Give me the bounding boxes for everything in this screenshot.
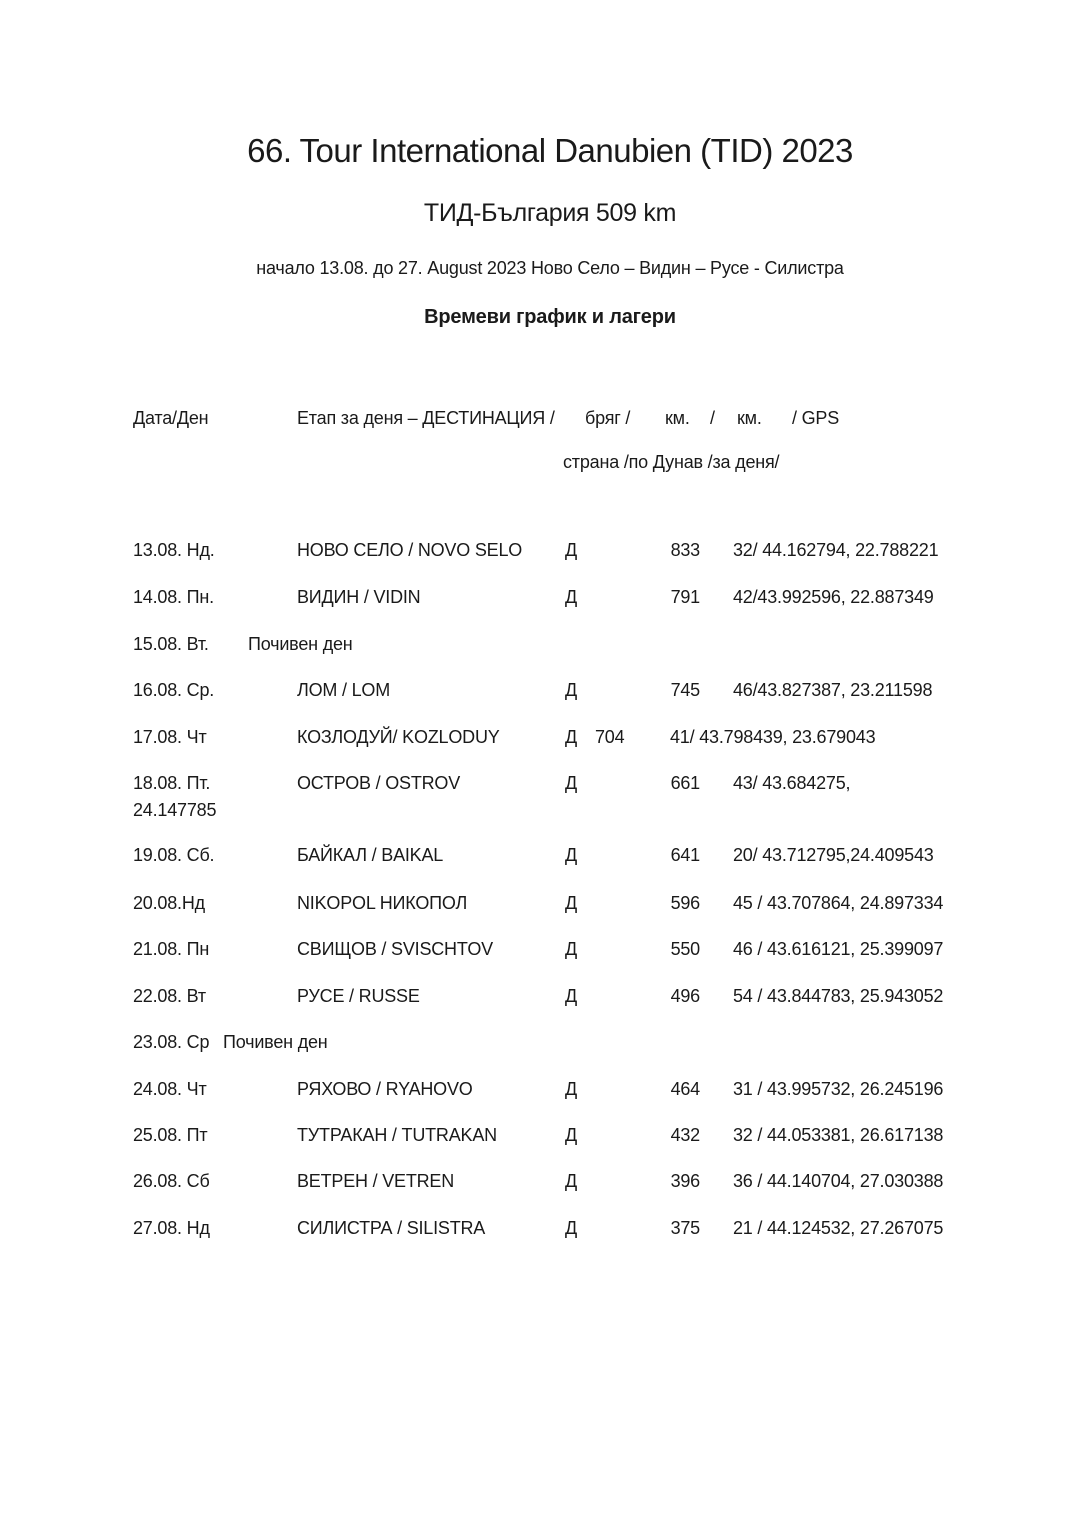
row-km-danube: 833 <box>670 540 700 560</box>
row-destination: РУСЕ / RUSSE <box>297 986 420 1006</box>
row-destination: ЛОМ / LOM <box>297 680 391 700</box>
row-date: 22.08. Вт <box>133 986 206 1006</box>
row-bank-side: Д <box>565 680 577 700</box>
row-bank-side: Д <box>565 587 577 607</box>
table-row-continuation <box>0 800 1080 826</box>
row-destination: НОВО СЕЛО / NOVO SELO <box>297 540 523 560</box>
row-destination: ТУТРАКАН / TUTRAKAN <box>297 1125 497 1145</box>
header-km-danube: км. <box>665 408 690 428</box>
row-km-danube: 661 <box>670 773 700 793</box>
table-row <box>0 540 1080 566</box>
table-row <box>0 939 1080 965</box>
row-km-danube: 641 <box>670 845 700 865</box>
row-date: 23.08. Ср <box>133 1032 210 1052</box>
table-row <box>0 1171 1080 1197</box>
row-gps-wrap: 24.147785 <box>133 800 217 820</box>
row-km-danube: 550 <box>670 939 700 959</box>
row-kmday-gps: 32 / 44.053381, 26.617138 <box>733 1125 944 1145</box>
row-km-danube: 464 <box>670 1079 700 1099</box>
table-subheader-row <box>0 452 1080 478</box>
table-row-rest-day <box>0 634 1080 660</box>
row-bank-side: Д <box>565 939 577 959</box>
row-date: 25.08. Пт <box>133 1125 208 1145</box>
table-row <box>0 1125 1080 1151</box>
row-kmday-gps: 43/ 43.684275, <box>733 773 851 793</box>
row-km-danube: 745 <box>670 680 700 700</box>
row-date: 21.08. Пн <box>133 939 210 959</box>
header-date: Дата/Ден <box>133 408 209 428</box>
header-stage: Етап за деня – ДЕСТИНАЦИЯ / <box>297 408 555 428</box>
row-date: 27.08. Нд <box>133 1218 210 1238</box>
row-kmday-gps: 46/43.827387, 23.211598 <box>733 680 933 700</box>
table-row <box>0 845 1080 871</box>
row-km-danube: 396 <box>670 1171 700 1191</box>
row-kmday-gps: 20/ 43.712795,24.409543 <box>733 845 934 865</box>
row-kmday-gps: 41/ 43.798439, 23.679043 <box>670 727 876 747</box>
row-destination: СИЛИСТРА / SILISTRA <box>297 1218 486 1238</box>
row-kmday-gps: 21 / 44.124532, 27.267075 <box>733 1218 944 1238</box>
row-bank-side: Д <box>565 1125 577 1145</box>
rest-day-note: Почивен ден <box>223 1032 328 1052</box>
row-km-danube: 596 <box>670 893 700 913</box>
header-slash: / <box>710 408 715 428</box>
page-title: 66. Tour International Danubien (TID) 2023 <box>247 132 853 169</box>
table-row <box>0 893 1080 919</box>
row-date: 18.08. Пт. <box>133 773 211 793</box>
row-bank-side: Д <box>565 1218 577 1238</box>
row-kmday-gps: 54 / 43.844783, 25.943052 <box>733 986 944 1006</box>
table-row-rest-day <box>0 1032 1080 1058</box>
row-date: 14.08. Пн. <box>133 587 214 607</box>
row-bank-side: Д <box>565 727 577 747</box>
row-kmday-gps: 45 / 43.707864, 24.897334 <box>733 893 944 913</box>
row-bank-side: Д <box>565 773 577 793</box>
row-destination: ВЕТРЕН / VETREN <box>297 1171 455 1191</box>
row-bank-side: Д <box>565 540 577 560</box>
row-kmday-gps: 31 / 43.995732, 26.245196 <box>733 1079 944 1099</box>
row-kmday-gps: 46 / 43.616121, 25.399097 <box>733 939 944 959</box>
table-row <box>0 1079 1080 1105</box>
rest-day-note: Почивен ден <box>248 634 353 654</box>
header-gps: / GPS <box>792 408 840 428</box>
table-row <box>0 986 1080 1012</box>
table-row <box>0 773 1080 799</box>
row-kmday-gps: 36 / 44.140704, 27.030388 <box>733 1171 944 1191</box>
row-destination: БАЙКАЛ / BAIKAL <box>297 845 444 865</box>
row-destination: NIKOPOL НИКОПОЛ <box>297 893 468 913</box>
row-km-danube: 704 <box>595 727 625 747</box>
row-date: 13.08. Нд. <box>133 540 215 560</box>
row-km-danube: 791 <box>670 587 700 607</box>
row-bank-side: Д <box>565 893 577 913</box>
row-destination: КОЗЛОДУЙ/ KOZLODUY <box>297 727 500 747</box>
table-row <box>0 587 1080 613</box>
row-km-danube: 432 <box>670 1125 700 1145</box>
row-date: 17.08. Чт <box>133 727 207 747</box>
row-date: 20.08.Нд <box>133 893 205 913</box>
header-km-day: км. <box>737 408 762 428</box>
page-subtitle: ТИД-България 509 km <box>423 199 677 227</box>
row-bank-side: Д <box>565 986 577 1006</box>
row-km-danube: 375 <box>670 1218 700 1238</box>
table-row <box>0 680 1080 706</box>
row-date: 26.08. Сб <box>133 1171 210 1191</box>
row-destination: РЯХОВО / RYAHOVO <box>297 1079 473 1099</box>
row-bank-side: Д <box>565 1079 577 1099</box>
row-date: 16.08. Ср. <box>133 680 215 700</box>
row-date: 19.08. Сб. <box>133 845 215 865</box>
row-destination: СВИЩОВ / SVISCHTOV <box>297 939 493 959</box>
row-destination: ОСТРОВ / OSTROV <box>297 773 461 793</box>
row-bank-side: Д <box>565 1171 577 1191</box>
row-date: 24.08. Чт <box>133 1079 207 1099</box>
intro-line: начало 13.08. до 27. August 2023 Ново Село – Видин – Русе - Силистра <box>256 258 844 278</box>
table-row <box>0 727 1080 753</box>
table-header-row <box>0 408 1080 434</box>
table-row <box>0 1218 1080 1244</box>
row-kmday-gps: 42/43.992596, 22.887349 <box>733 587 934 607</box>
header-bank: бряг / <box>585 408 631 428</box>
row-kmday-gps: 32/ 44.162794, 22.788221 <box>733 540 939 560</box>
row-bank-side: Д <box>565 845 577 865</box>
row-date: 15.08. Вт. <box>133 634 209 654</box>
row-destination: ВИДИН / VIDIN <box>297 587 421 607</box>
subheader-legend: страна /по Дунав /за деня/ <box>563 452 780 472</box>
row-km-danube: 496 <box>670 986 700 1006</box>
section-heading: Времеви график и лагери <box>424 306 676 328</box>
